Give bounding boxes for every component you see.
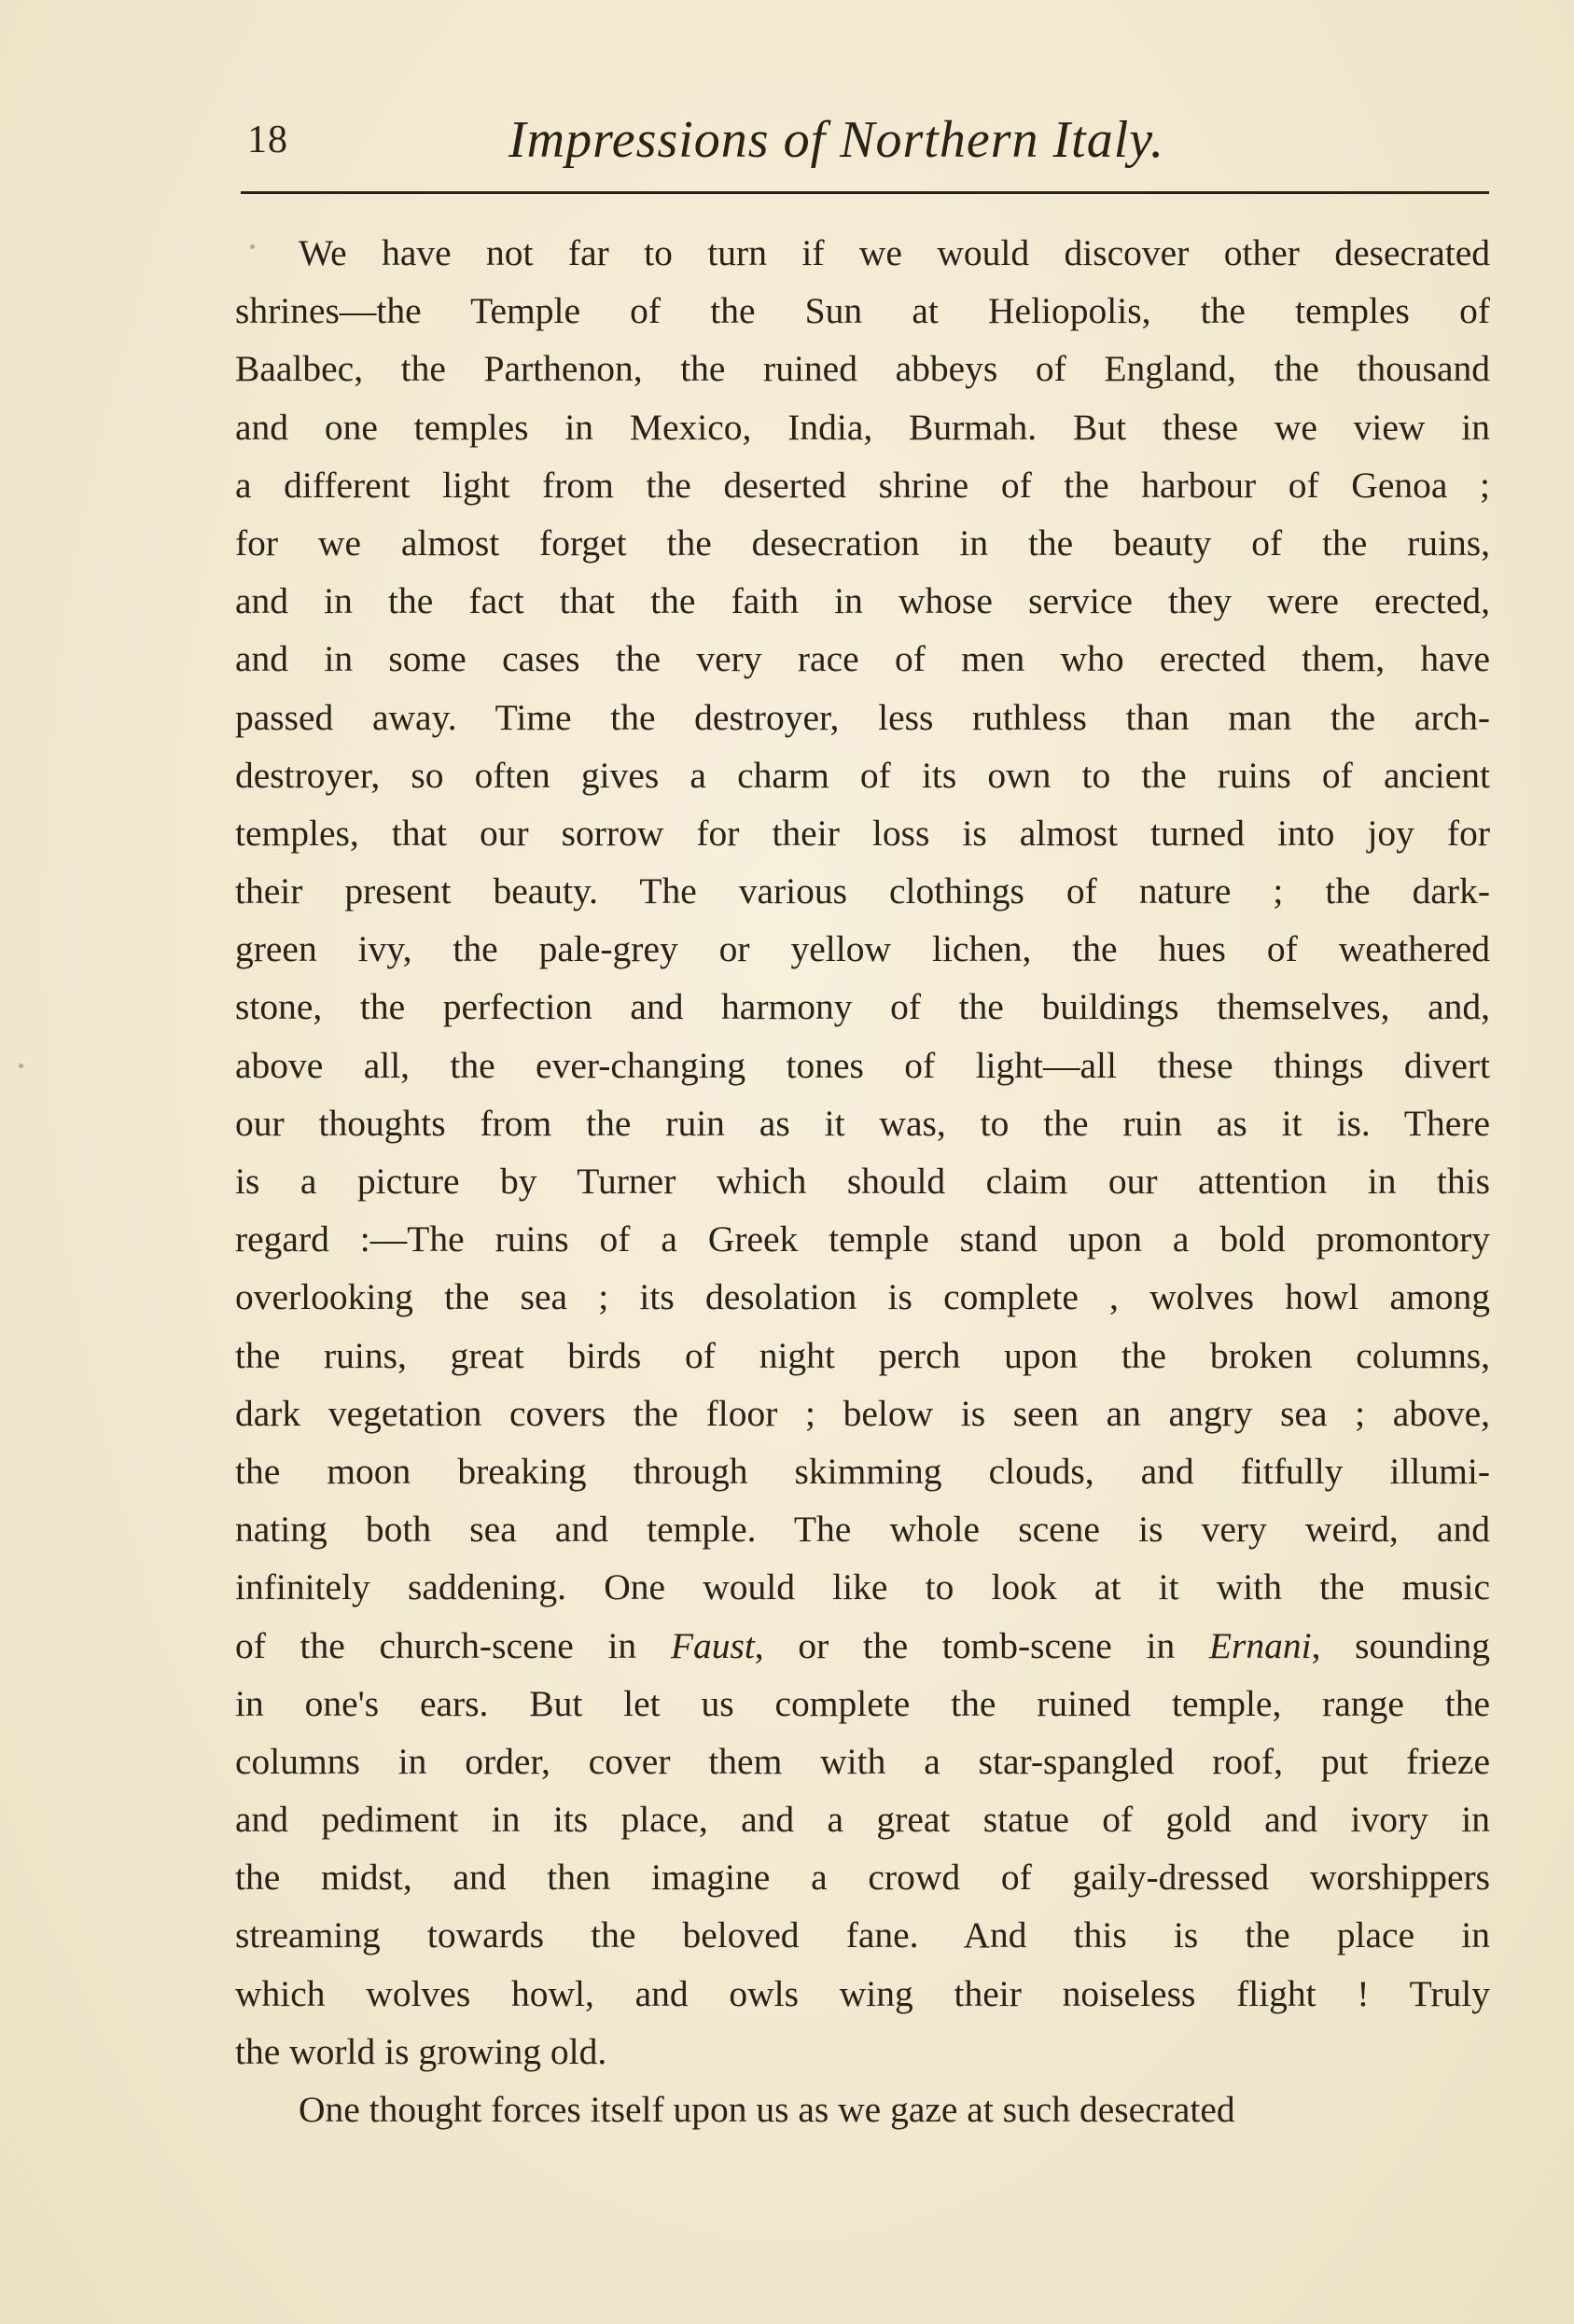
text-line: a different light from the deserted shrine of the harbour of Genoa ; [235, 464, 1490, 506]
text-line: of the church-scene in Faust, or the tomb-scene in Ernani, sounding [235, 1624, 1490, 1666]
text-line: temples, that our sorrow for their loss is almost turned into joy for [235, 812, 1490, 854]
text-line: regard :—The ruins of a Greek temple stand upon a bold promontory [235, 1218, 1490, 1260]
text-line: green ivy, the pale-grey or yellow lichen, the hues of weathered [235, 928, 1490, 970]
text-line: and one temples in Mexico, India, Burmah. But these we view in [235, 406, 1490, 448]
work-title-italic: Ernani [1208, 1624, 1312, 1666]
text-line: infinitely saddening. One would like to look at it with the music [235, 1566, 1490, 1608]
paragraph [235, 224, 1490, 2080]
text-line: and pediment in its place, and a great statue of gold and ivory in [235, 1799, 1490, 1841]
text-line: and in some cases the very race of men who erected them, have [235, 638, 1490, 680]
text-line: above all, the ever-changing tones of light—all these things divert [235, 1044, 1490, 1086]
header-rule [241, 191, 1489, 194]
text-line: columns in order, cover them with a star-spangled roof, put frieze [235, 1740, 1490, 1782]
text-line: for we almost forget the desecration in the beauty of the ruins, [235, 522, 1490, 564]
text-line: the ruins, great birds of night perch upon the broken columns, [235, 1334, 1490, 1376]
text-line: the world is growing old. [235, 2030, 607, 2072]
text-line: We have not far to turn if we would discover other desecrated [299, 232, 1490, 273]
text-line: in one's ears. But let us complete the ruined temple, range the [235, 1682, 1490, 1724]
body-text [235, 224, 1490, 2138]
text-line: streaming towards the beloved fane. And this is the place in [235, 1914, 1490, 1956]
text-line: nating both sea and temple. The whole scene is very weird, and [235, 1509, 1490, 1551]
paper-speck [19, 1064, 23, 1068]
text-line: shrines—the Temple of the Sun at Heliopolis, the temples of [235, 290, 1490, 332]
paper-speck [250, 244, 255, 249]
text-line: One thought forces itself upon us as we gaze at such desecrated [299, 2089, 1235, 2130]
text-line: their present beauty. The various clothings of nature ; the dark- [235, 870, 1490, 912]
paragraph [235, 2080, 1490, 2138]
text-line: stone, the perfection and harmony of the buildings themselves, and, [235, 986, 1490, 1028]
text-line: passed away. Time the destroyer, less ruthless than man the arch- [235, 696, 1490, 738]
text-line: destroyer, so often gives a charm of its own to the ruins of ancient [235, 754, 1490, 796]
text-line: the midst, and then imagine a crowd of gaily-dressed worshippers [235, 1857, 1490, 1899]
work-title-italic: Faust [670, 1624, 755, 1666]
running-title: Impressions of Northern Italy. [508, 111, 1165, 169]
page-header [247, 110, 1488, 185]
text-line: overlooking the sea ; its desolation is complete , wolves howl among [235, 1276, 1490, 1318]
text-line: and in the fact that the faith in whose service they were erected, [235, 580, 1490, 622]
page-number: 18 [247, 118, 288, 161]
text-line: our thoughts from the ruin as it was, to the ruin as it is. There [235, 1102, 1490, 1144]
text-line: dark vegetation covers the floor ; below is seen an angry sea ; above, [235, 1392, 1490, 1434]
text-line: Baalbec, the Parthenon, the ruined abbeys of England, the thousand [235, 348, 1490, 390]
text-line: which wolves howl, and owls wing their noiseless flight ! Truly [235, 1972, 1490, 2014]
text-line: the moon breaking through skimming clouds, and fitfully illumi- [235, 1450, 1490, 1492]
text-line: is a picture by Turner which should claim our attention in this [235, 1161, 1490, 1202]
